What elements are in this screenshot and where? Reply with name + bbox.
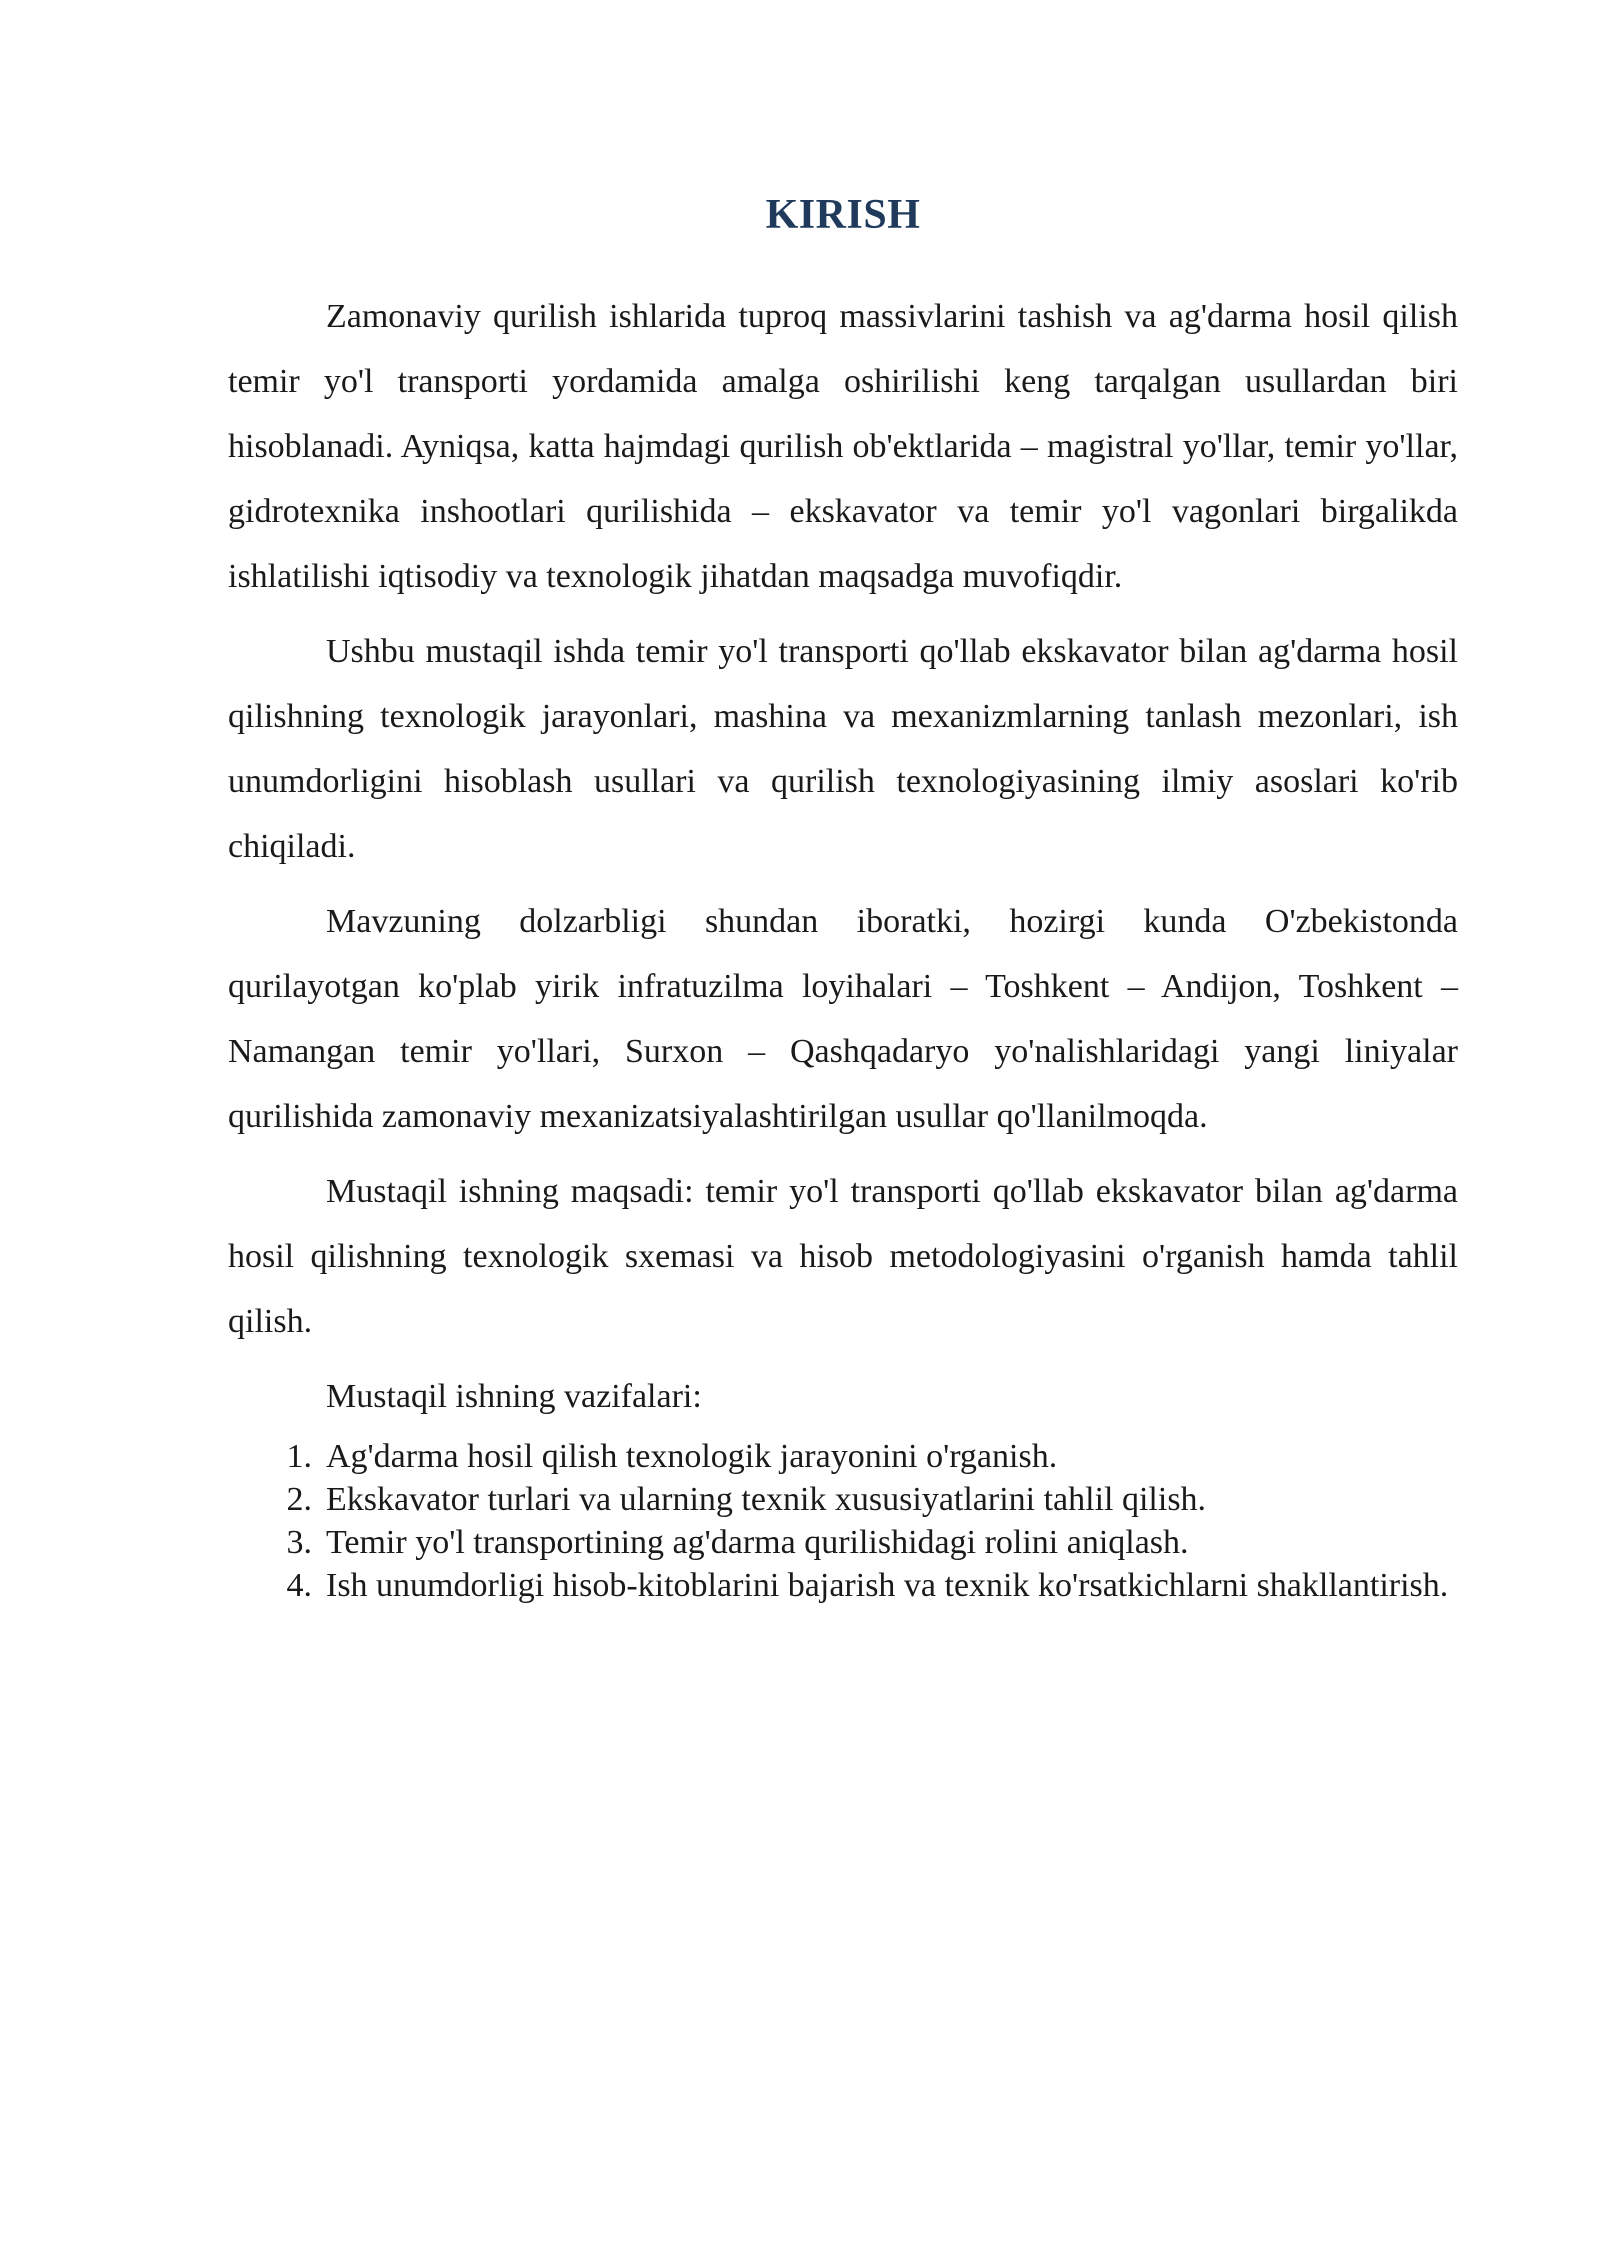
paragraph-intro: Zamonaviy qurilish ishlarida tuproq massivlarini tashish va ag'darma hosil qilish temir yo'l transporti yordamida amalga oshirilishi keng tarqalgan usullardan biri hisoblanadi. Ayniqsa, katta hajmdagi qurilish ob'ektlarida – magistral yo'llar, temir yo'llar, gidrotexnika inshootlari qurilishida – ekskavator va temir yo'l vagonlari birgalikda ishlatilishi iqtisodiy va texnologik jihatdan maqsadga muvofiqdir. <box>228 298 1458 595</box>
task-list <box>228 1435 1458 1607</box>
list-item <box>228 1478 1458 1521</box>
document-page <box>228 190 1458 1607</box>
list-item-number: 4. <box>286 1567 312 1604</box>
list-item-number: 1. <box>286 1438 312 1475</box>
list-item-number: 2. <box>286 1481 312 1518</box>
list-item-text: Ish unumdorligi hisob-kitoblarini bajarish va texnik ko'rsatkichlarni shakllantirish. <box>326 1567 1449 1604</box>
paragraph-scope: Ushbu mustaqil ishda temir yo'l transporti qo'llab ekskavator bilan ag'darma hosil qilishning texnologik jarayonlari, mashina va mexanizmlarning tanlash mezonlari, ish unumdorligini hisoblash usullari va qurilish texnologiyasining ilmiy asoslari ko'rib chiqiladi. <box>228 633 1458 865</box>
list-item-text: Ekskavator turlari va ularning texnik xususiyatlarini tahlil qilish. <box>326 1481 1207 1518</box>
list-item <box>228 1521 1458 1564</box>
list-item-text: Ag'darma hosil qilish texnologik jarayonini o'rganish. <box>326 1438 1058 1475</box>
list-item-text: Temir yo'l transportining ag'darma qurilishidagi rolini aniqlash. <box>326 1524 1189 1561</box>
page-title: KIRISH <box>765 192 921 238</box>
paragraph-relevance: Mavzuning dolzarbligi shundan iboratki, hozirgi kunda O'zbekistonda qurilayotgan ko'plab yirik infratuzilma loyihalari – Toshkent – Andijon, Toshkent – Namangan temir yo'llari, Surxon – Qashqadaryo yo'nalishlaridagi yangi liniyalar qurilishida zamonaviy mexanizatsiyalashtirilgan usullar qo'llanilmoqda. <box>228 903 1458 1135</box>
list-item <box>228 1564 1458 1607</box>
list-item <box>228 1435 1458 1478</box>
list-item-number: 3. <box>286 1524 312 1561</box>
tasks-heading: Mustaqil ishning vazifalari: <box>326 1378 702 1415</box>
paragraph-goal: Mustaqil ishning maqsadi: temir yo'l transporti qo'llab ekskavator bilan ag'darma hosil qilishning texnologik sxemasi va hisob metodologiyasini o'rganish hamda tahlil qilish. <box>228 1173 1458 1340</box>
